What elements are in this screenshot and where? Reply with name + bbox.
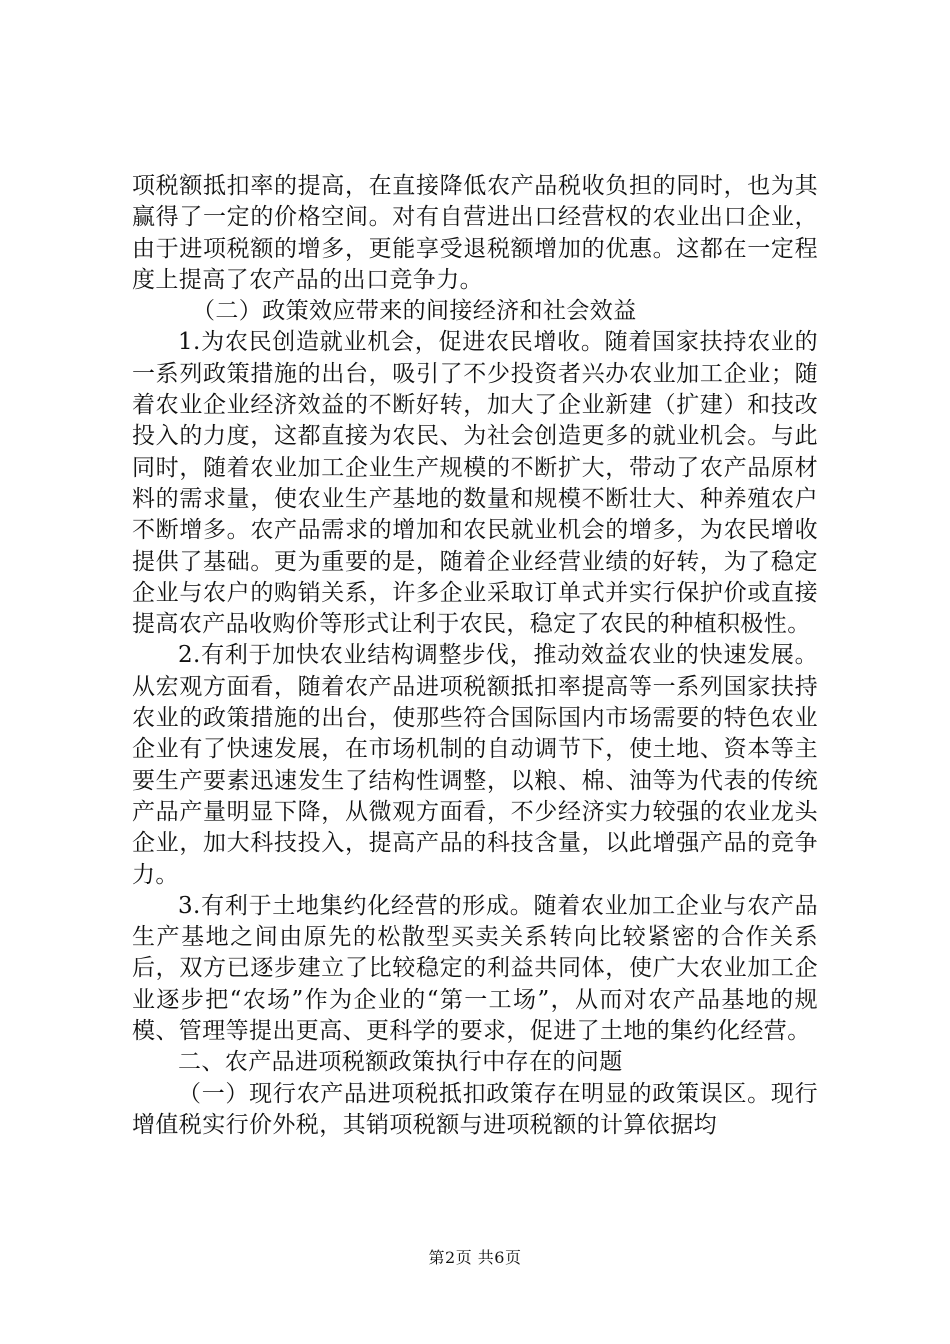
paragraph-policy-misconception: （一）现行农产品进项税抵扣政策存在明显的政策误区。现行增值税实行价外税，其销项税额与进项税额的计算依据均 [132, 1080, 818, 1138]
document-body [132, 171, 818, 1141]
paragraph-employment: 1.为农民创造就业机会，促进农民增收。随着国家扶持农业的一系列政策措施的出台，吸引了不少投资者兴办农业加工企业；随着农业企业经济效益的不断好转，加大了企业新建（扩建）和技改投入的力度，这都直接为农民、为社会创造更多的就业机会。与此同时，随着农业加工企业生产规模的不断扩大，带动了农产品原材料的需求量，使农业生产基地的数量和规模不断壮大、种养殖农户不断增多。农产品需求的增加和农民就业机会的增多，为农民增收提供了基础。更为重要的是，随着企业经营业绩的好转，为了稳定企业与农户的购销关系，许多企业采取订单式并实行保护价或直接提高农产品收购价等形式让利于农民，稳定了农民的种植积极性。 [132, 329, 818, 638]
section-heading-indirect-benefits: （二）政策效应带来的间接经济和社会效益 [192, 298, 637, 325]
paragraph-land-intensification: 3.有利于土地集约化经营的形成。随着农业加工企业与农产品生产基地之间由原先的松散型买卖关系转向比较紧密的合作关系后，双方已逐步建立了比较稳定的利益共同体，使广大农业加工企业逐步把“农场”作为企业的“第一工场”，从而对农产品基地的规模、管理等提出更高、更科学的要求，促进了土地的集约化经营。 [132, 892, 818, 1045]
paragraph-structure-adjustment: 2.有利于加快农业结构调整步伐，推动效益农业的快速发展。从宏观方面看，随着农产品进项税额抵扣率提高等一系列国家扶持农业的政策措施的出台，使那些符合国际国内市场需要的特色农业企业有了快速发展，在市场机制的自动调节下，使土地、资本等主要生产要素迅速发生了结构性调整，以粮、棉、油等为代表的传统产品产量明显下降，从微观方面看，不少经济实力较强的农业龙头企业，加大科技投入，提高产品的科技含量，以此增强产品的竞争力。 [132, 642, 818, 888]
page-number-footer: 第2页 共6页 [428, 1248, 522, 1267]
section-heading-problems: 二、农产品进项税额政策执行中存在的问题 [178, 1049, 623, 1076]
paragraph-continued: 项税额抵扣率的提高，在直接降低农产品税收负担的同时，也为其赢得了一定的价格空间。对有自营进出口经营权的农业出口企业，由于进项税额的增多，更能享受退税额增加的优惠。这都在一定程度上提高了农产品的出口竞争力。 [132, 173, 818, 293]
